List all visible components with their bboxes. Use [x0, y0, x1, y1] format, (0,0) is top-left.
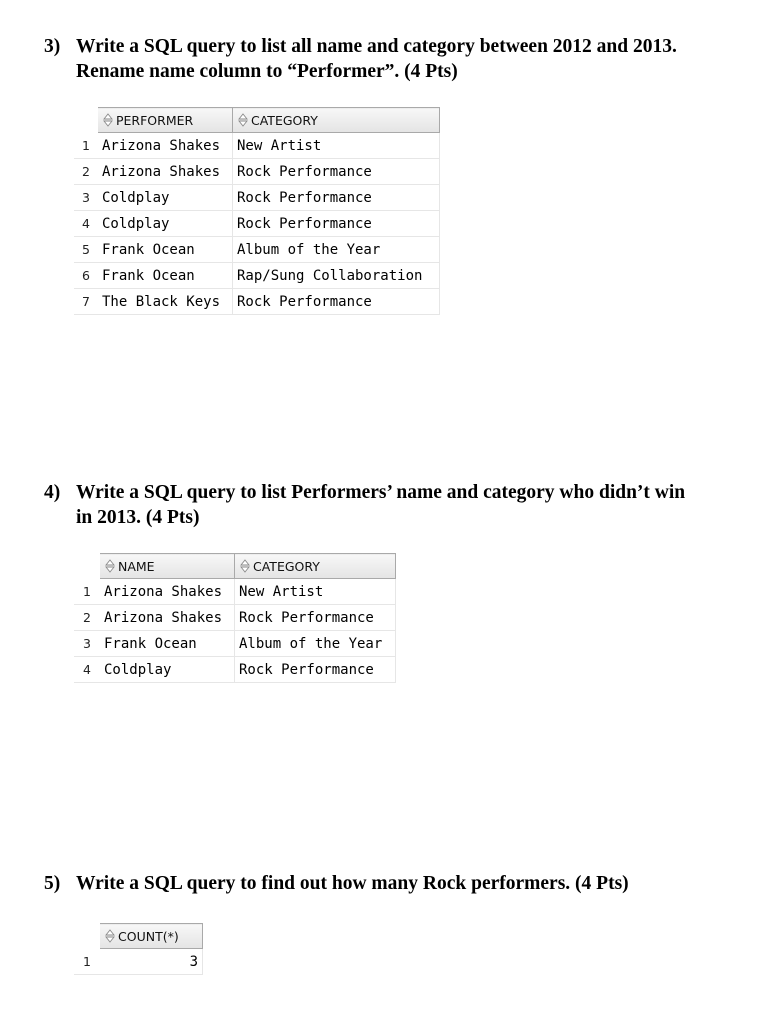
column-header-performer[interactable] [98, 108, 233, 133]
column-header-label: CATEGORY [251, 112, 318, 128]
row-number: 4 [74, 657, 100, 683]
table-row[interactable] [74, 631, 396, 657]
table-row[interactable] [74, 657, 396, 683]
category-cell[interactable]: Rock Performance [235, 605, 396, 631]
performer-cell[interactable]: Coldplay [98, 211, 233, 237]
performer-cell[interactable]: Frank Ocean [98, 263, 233, 289]
table-row[interactable] [74, 289, 440, 315]
question-line: Rename name column to “Performer”. (4 Pts) [76, 61, 458, 82]
column-header-name[interactable] [100, 554, 235, 579]
row-number: 6 [74, 263, 98, 289]
grid-corner [74, 108, 98, 133]
result-grid-q4 [74, 553, 396, 683]
category-cell[interactable]: Rock Performance [233, 185, 440, 211]
performer-cell[interactable]: Coldplay [98, 185, 233, 211]
name-cell[interactable]: Arizona Shakes [100, 579, 235, 605]
category-cell[interactable]: New Artist [235, 579, 396, 605]
table-row[interactable] [74, 133, 440, 159]
question-line: Write a SQL query to list all name and category between 2012 and 2013. [76, 36, 677, 57]
question-number: 3) [44, 36, 61, 57]
question-number: 4) [44, 482, 61, 503]
header-row [74, 924, 203, 949]
question-line: in 2013. (4 Pts) [76, 507, 200, 528]
row-number: 2 [74, 605, 100, 631]
category-cell[interactable]: Rock Performance [233, 211, 440, 237]
column-header-count[interactable] [100, 924, 203, 949]
row-number: 3 [74, 185, 98, 211]
sort-arrows-icon [237, 113, 249, 127]
sort-arrows-icon [102, 113, 114, 127]
question-text [76, 480, 756, 530]
category-cell[interactable]: New Artist [233, 133, 440, 159]
row-number: 1 [74, 579, 100, 605]
category-cell[interactable]: Rock Performance [233, 289, 440, 315]
sort-arrows-icon [104, 559, 116, 573]
result-grid-q5 [74, 923, 203, 975]
header-row [74, 554, 396, 579]
table-row[interactable] [74, 237, 440, 263]
grid-corner [74, 924, 100, 949]
name-cell[interactable]: Arizona Shakes [100, 605, 235, 631]
table-row[interactable] [74, 605, 396, 631]
question-text [76, 34, 756, 84]
performer-cell[interactable]: Frank Ocean [98, 237, 233, 263]
row-number: 5 [74, 237, 98, 263]
question-line: Write a SQL query to find out how many Rock performers. (4 Pts) [76, 873, 629, 894]
category-cell[interactable]: Album of the Year [233, 237, 440, 263]
result-grid-q3 [74, 107, 440, 315]
category-cell[interactable]: Rock Performance [233, 159, 440, 185]
table-row[interactable] [74, 579, 396, 605]
category-cell[interactable]: Album of the Year [235, 631, 396, 657]
name-cell[interactable]: Frank Ocean [100, 631, 235, 657]
row-number: 7 [74, 289, 98, 315]
column-header-category[interactable] [235, 554, 396, 579]
row-number: 4 [74, 211, 98, 237]
performer-cell[interactable]: Arizona Shakes [98, 159, 233, 185]
column-header-category[interactable] [233, 108, 440, 133]
header-row [74, 108, 440, 133]
sort-arrows-icon [104, 929, 116, 943]
table-row[interactable] [74, 263, 440, 289]
table-row[interactable] [74, 185, 440, 211]
question-line: Write a SQL query to list Performers’ name and category who didn’t win [76, 482, 686, 503]
table-row[interactable] [74, 211, 440, 237]
name-cell[interactable]: Coldplay [100, 657, 235, 683]
category-cell[interactable]: Rock Performance [235, 657, 396, 683]
row-number: 2 [74, 159, 98, 185]
sort-arrows-icon [239, 559, 251, 573]
column-header-label: CATEGORY [253, 558, 320, 574]
column-header-label: NAME [118, 558, 155, 574]
question-number: 5) [44, 873, 61, 894]
column-header-label: PERFORMER [116, 112, 194, 128]
count-cell[interactable]: 3 [100, 949, 203, 975]
question-text [76, 871, 756, 896]
column-header-label: COUNT(*) [118, 928, 179, 944]
row-number: 3 [74, 631, 100, 657]
grid-corner [74, 554, 100, 579]
performer-cell[interactable]: The Black Keys [98, 289, 233, 315]
row-number: 1 [74, 949, 100, 975]
category-cell[interactable]: Rap/Sung Collaboration [233, 263, 440, 289]
performer-cell[interactable]: Arizona Shakes [98, 133, 233, 159]
table-row[interactable] [74, 949, 203, 975]
table-row[interactable] [74, 159, 440, 185]
row-number: 1 [74, 133, 98, 159]
